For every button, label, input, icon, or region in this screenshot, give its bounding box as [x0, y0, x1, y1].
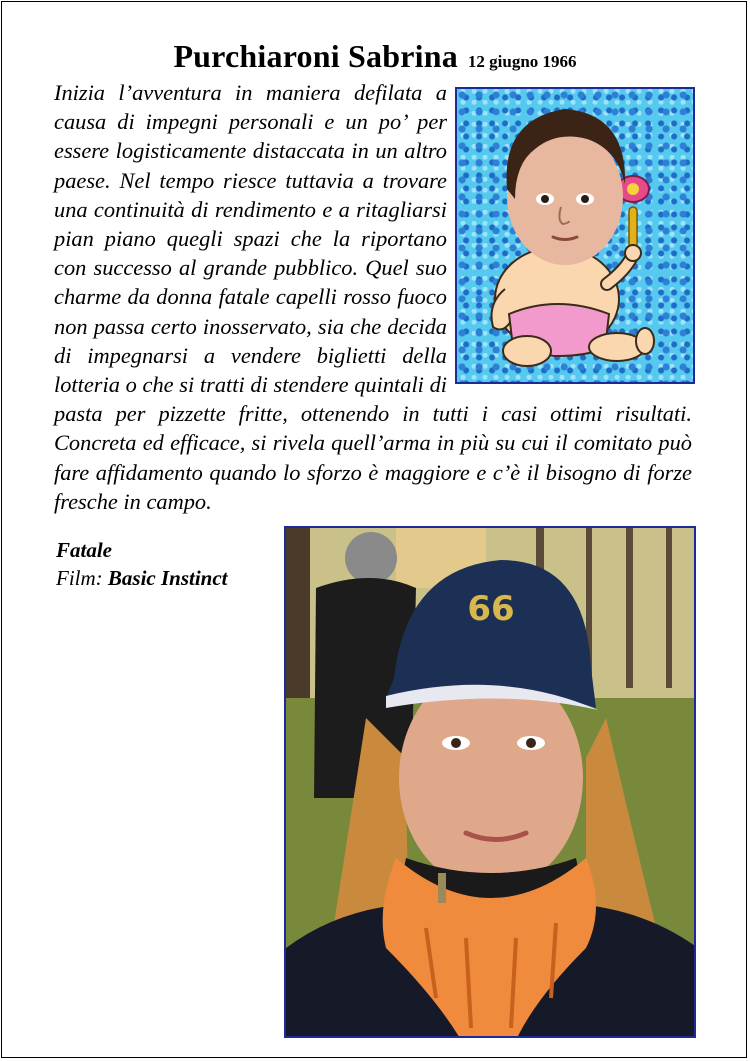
cap-number: 66	[467, 589, 515, 629]
birth-date: 12 giugno 1966	[467, 52, 577, 71]
portrait-photo	[284, 526, 696, 1038]
page-title	[0, 38, 750, 75]
film-label: Film:	[56, 566, 103, 590]
person-name: Purchiaroni Sabrina	[173, 38, 458, 74]
portrait-illustration	[286, 528, 696, 1038]
film-title: Basic Instinct	[107, 566, 228, 590]
nickname: Fatale	[56, 538, 112, 562]
baby-cartoon-image	[455, 87, 695, 384]
film-line	[56, 566, 228, 591]
baby-cartoon-illustration	[457, 89, 695, 384]
bio-paragraph: Inizia l’avventura in maniera defilata a causa di impegni personali e un po’ per essere logisticamente distaccata in un altro paese. Nel tempo riesce tuttavia a trovare una continuità di rendimento e a ritagliarsi pian piano quegli spazi che la riportano con successo al grande pubblico. Quel suo charme da donna fatale capelli rosso fuoco non passa certo inosservato, sia che decida di impegnarsi a vendere biglietti della lotteria o che si tratti di stendere quintali di pasta per pizzette fritte, ottenendo in tutti i casi ottimi risultati. Concreta ed efficace, si rivela quell’arma in più su cui il comitato può fare affidamento quando lo sforzo è maggiore e c’è il bisogno di forze fresche in campo.	[54, 80, 692, 514]
